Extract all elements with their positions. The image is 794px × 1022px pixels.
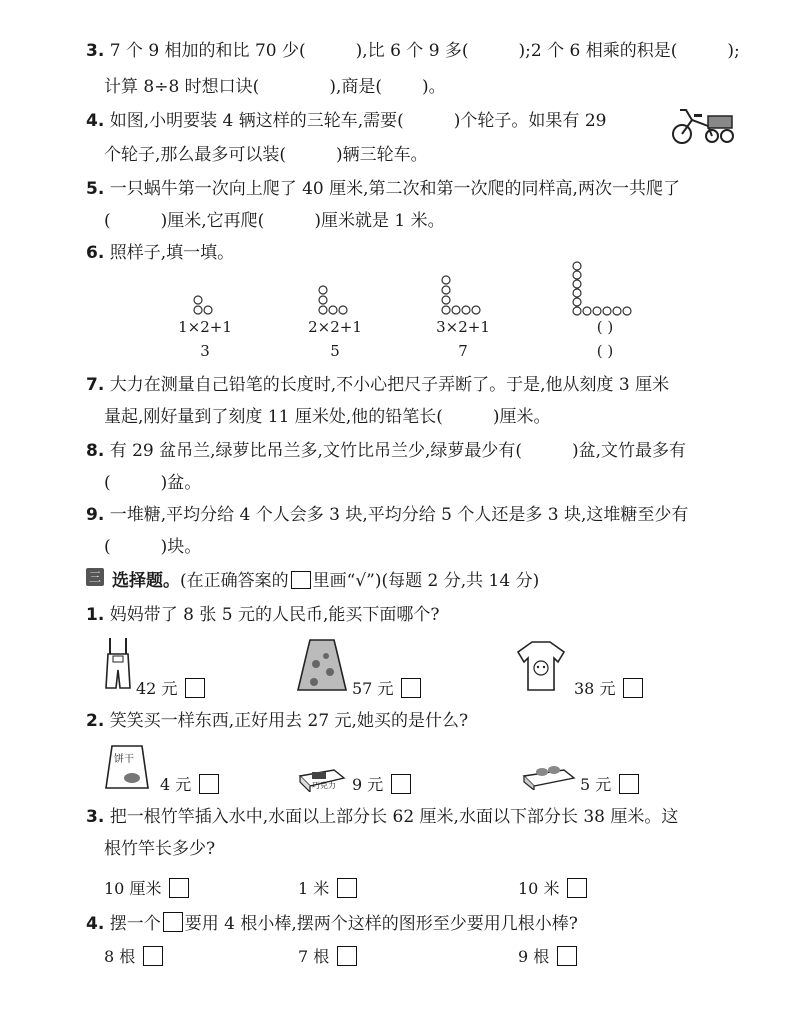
c2-checkbox-3[interactable]	[619, 774, 639, 794]
c3-line2: 根竹竿长多少?	[104, 839, 216, 859]
c4-option-3: 9 根	[518, 944, 577, 967]
c2-option-2: 9 元	[352, 772, 411, 795]
c4-checkbox-3[interactable]	[557, 946, 577, 966]
skirt-icon	[296, 638, 348, 694]
c3-option-3: 10 米	[518, 876, 587, 899]
q5-line2: ( )厘米,它再爬( )厘米就是 1 米。	[104, 211, 445, 231]
q6-result-4-blank[interactable]: ( )	[596, 342, 614, 360]
c4-option-2: 7 根	[298, 944, 357, 967]
q8-line1: 8. 有 29 盆吊兰,绿萝比吊兰多,文竹比吊兰少,绿萝最少有( )盆,文竹最多有	[86, 441, 687, 461]
q5-number: 5.	[86, 179, 105, 199]
c4-line: 4. 摆一个 要用 4 根小棒,摆两个这样的图形至少要用几根小棒?	[86, 914, 578, 934]
q3-line2: 计算 8÷8 时想口诀( ),商是( )。	[104, 77, 446, 97]
c3-checkbox-1[interactable]	[169, 878, 189, 898]
c1-checkbox-3[interactable]	[623, 678, 643, 698]
c2-number: 2.	[86, 711, 105, 731]
q6-number: 6.	[86, 243, 105, 263]
overalls-icon	[104, 636, 132, 692]
c2-option-1: 4 元	[160, 772, 219, 795]
section-header: 选择题。(在正确答案的 里画“√”)(每题 2 分,共 14 分)	[112, 571, 540, 591]
q6-line1: 6. 照样子,填一填。	[86, 243, 235, 263]
q7-number: 7.	[86, 375, 105, 395]
q9-line2: ( )块。	[104, 537, 202, 557]
q6-result-3: 7	[458, 342, 468, 360]
q5-line1: 5. 一只蜗牛第一次向上爬了 40 厘米,第二次和第一次爬的同样高,两次一共爬了	[86, 179, 680, 199]
c1-line: 1. 妈妈带了 8 张 5 元的人民币,能买下面哪个?	[86, 605, 440, 625]
q6-expr-1: 1×2+1	[178, 318, 232, 336]
q8-line2: ( )盆。	[104, 473, 202, 493]
c3-checkbox-2[interactable]	[337, 878, 357, 898]
c4-number: 4.	[86, 914, 105, 934]
c3-line1: 3. 把一根竹竿插入水中,水面以上部分长 62 厘米,水面以下部分长 38 厘米。这	[86, 807, 679, 827]
q6-result-1: 3	[200, 342, 210, 360]
q3-number: 3.	[86, 41, 105, 61]
circle-pattern-figure	[180, 258, 660, 320]
c1-option-2: 57 元	[352, 676, 421, 699]
c1-number: 1.	[86, 605, 105, 625]
answer-box-sample	[291, 571, 311, 589]
q4-number: 4.	[86, 111, 105, 131]
c4-checkbox-2[interactable]	[337, 946, 357, 966]
c2-checkbox-2[interactable]	[391, 774, 411, 794]
tshirt-icon	[516, 640, 566, 692]
biscuit-label: 饼干	[114, 754, 134, 765]
cake-icon	[520, 762, 576, 790]
tricycle-icon	[672, 102, 734, 146]
c1-option-3: 38 元	[574, 676, 643, 699]
chocolate-label: 巧克力	[312, 781, 336, 790]
q7-line2: 量起,刚好量到了刻度 11 厘米处,他的铅笔长( )厘米。	[104, 407, 551, 427]
c3-checkbox-3[interactable]	[567, 878, 587, 898]
q6-result-2: 5	[330, 342, 340, 360]
c3-option-1: 10 厘米	[104, 876, 189, 899]
q7-line1: 7. 大力在测量自己铅笔的长度时,不小心把尺子弄断了。于是,他从刻度 3 厘米	[86, 375, 670, 395]
q6-expr-3: 3×2+1	[436, 318, 490, 336]
q4-line2: 个轮子,那么最多可以装( )辆三轮车。	[104, 145, 428, 165]
c3-option-2: 1 米	[298, 876, 357, 899]
q9-line1: 9. 一堆糖,平均分给 4 个人会多 3 块,平均分给 5 个人还是多 3 块,这堆糖至少有	[86, 505, 689, 525]
c4-option-1: 8 根	[104, 944, 163, 967]
q6-expr-2: 2×2+1	[308, 318, 362, 336]
q4-line1: 4. 如图,小明要装 4 辆这样的三轮车,需要( )个轮子。如果有 29	[86, 111, 607, 131]
c1-checkbox-2[interactable]	[401, 678, 421, 698]
q9-number: 9.	[86, 505, 105, 525]
c1-checkbox-1[interactable]	[185, 678, 205, 698]
c3-number: 3.	[86, 807, 105, 827]
c1-option-1: 42 元	[136, 676, 205, 699]
q6-expr-4-blank[interactable]: ( )	[596, 318, 614, 336]
c2-line: 2. 笑笑买一样东西,正好用去 27 元,她买的是什么?	[86, 711, 469, 731]
chocolate-box-icon	[298, 766, 346, 792]
section-title: 选择题。	[112, 571, 180, 591]
c2-option-3: 5 元	[580, 772, 639, 795]
q3-line1: 3. 7 个 9 相加的和比 70 少( ),比 6 个 9 多( );2 个 6 相乘的积是( );	[86, 41, 740, 61]
section-number-badge: 三	[86, 568, 104, 586]
c2-checkbox-1[interactable]	[199, 774, 219, 794]
square-shape-icon	[163, 912, 183, 932]
biscuit-bag-icon	[104, 740, 150, 790]
q8-number: 8.	[86, 441, 105, 461]
c4-checkbox-1[interactable]	[143, 946, 163, 966]
